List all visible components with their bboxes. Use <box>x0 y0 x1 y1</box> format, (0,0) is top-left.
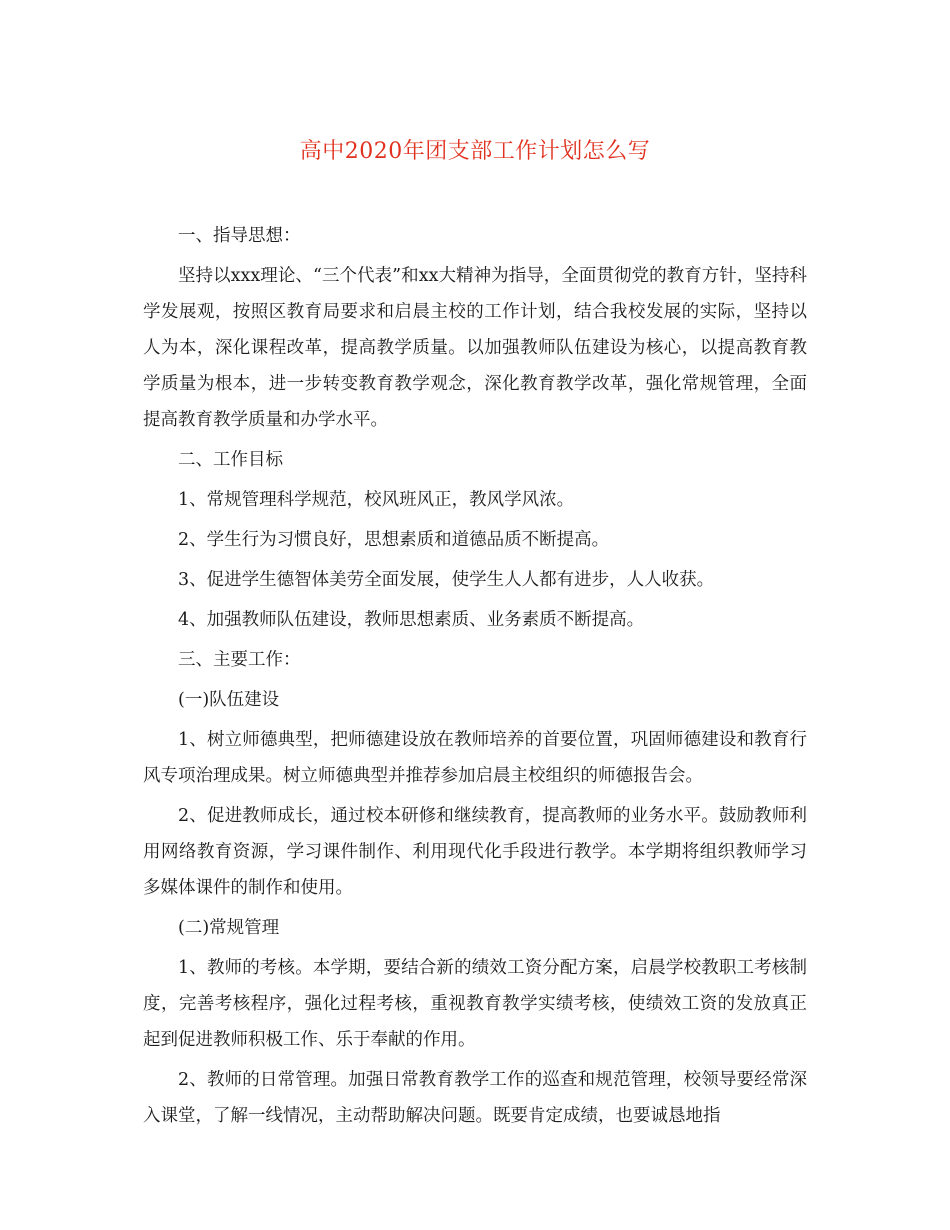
list-item: 1、常规管理科学规范，校风班风正，教风学风浓。 <box>178 490 575 510</box>
subsection-heading: (二)常规管理 <box>178 918 280 938</box>
document-title: 高中2020年团支部工作计划怎么写 <box>299 139 651 164</box>
section-heading: 二、工作目标 <box>178 450 283 470</box>
subsection-heading: (一)队伍建设 <box>178 690 280 710</box>
paragraph: 2、教师的日常管理。加强日常教育教学工作的巡查和规范管理，校领导要经常深入课堂，了解一线情况，主动帮助解决问题。既要肯定成绩，也要诚恳地指 <box>143 1070 807 1126</box>
document-body <box>143 218 807 1138</box>
section-heading: 一、指导思想： <box>178 226 301 246</box>
paragraph: 坚持以xxx理论、“三个代表”和xx大精神为指导，全面贯彻党的教育方针，坚持科学发展观，按照区教育局要求和启晨主校的工作计划，结合我校发展的实际，坚持以人为本，深化课程改革，提高教学质量。以加强教师队伍建设为核心，以提高教育教学质量为根本，进一步转变教育教学观念，深化教育教学改革，强化常规管理，全面提高教育教学质量和办学水平。 <box>143 266 807 430</box>
paragraph: 1、树立师德典型，把师德建设放在教师培养的首要位置，巩固师德建设和教育行风专项治理成果。树立师德典型并推荐参加启晨主校组织的师德报告会。 <box>143 730 807 786</box>
paragraph: 1、教师的考核。本学期，要结合新的绩效工资分配方案，启晨学校教职工考核制度，完善考核程序，强化过程考核，重视教育教学实绩考核，使绩效工资的发放真正起到促进教师积极工作、乐于奉献的作用。 <box>143 958 807 1050</box>
paragraph: 2、促进教师成长，通过校本研修和继续教育，提高教师的业务水平。鼓励教师利用网络教育资源，学习课件制作、利用现代化手段进行教学。本学期将组织教师学习多媒体课件的制作和使用。 <box>143 806 807 898</box>
list-item: 4、加强教师队伍建设，教师思想素质、业务素质不断提高。 <box>178 610 645 630</box>
list-item: 3、促进学生德智体美劳全面发展，使学生人人都有进步，人人收获。 <box>178 570 715 590</box>
section-heading: 三、主要工作： <box>178 650 301 670</box>
list-item: 2、学生行为习惯良好，思想素质和道德品质不断提高。 <box>178 530 610 550</box>
